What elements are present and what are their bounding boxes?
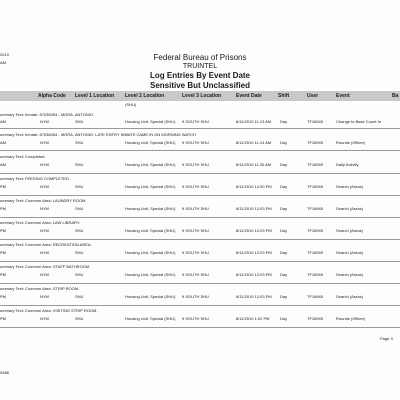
row-user: TF18945 <box>307 294 324 299</box>
row-alpha-code: NYM <box>40 119 49 124</box>
row-user: TF18945 <box>307 228 324 233</box>
column-header-bar <box>0 91 400 101</box>
row-event: Rounds (Officer) <box>336 140 366 145</box>
row-level2: Housing Unit, Special (SHU) <box>125 162 176 167</box>
row-level3: 9 SOUTH SHU <box>182 272 209 277</box>
row-shift: Day <box>280 272 288 277</box>
col-level3: Level 3 Location <box>182 93 222 99</box>
page-number: Page 3 <box>380 336 393 341</box>
row-level2: Housing Unit, Special (SHU) <box>125 206 176 211</box>
row-alpha-code: NYM <box>40 206 49 211</box>
row-event-date: 8/11/2019 12:03 PM <box>236 228 272 233</box>
summary-text: ummary Text: Common Area: LAW LIBRARY. <box>0 220 81 225</box>
row-time: AM <box>0 119 6 124</box>
row-level1: SHU <box>75 294 84 299</box>
row-event: Search (Areas) <box>336 250 363 255</box>
row-level3: 9 SOUTH SHU <box>182 316 209 321</box>
col-ba: Ba <box>392 93 399 99</box>
row-user: TF18945 <box>307 140 324 145</box>
row-level2: Housing Unit, Special (SHU) <box>125 272 176 277</box>
row-level1: SHU <box>75 272 84 277</box>
row-user: TF18945 <box>307 206 324 211</box>
row-event: Search (Areas) <box>336 206 363 211</box>
row-time: PM <box>0 316 6 321</box>
summary-text: ummary Text: Common Area: VISITING STRIP ROOM. <box>0 308 98 313</box>
summary-text: ummary Text: Inmate: 87036054 - MORA, ANTONIO. LATE ENTRY INMATE CAME IN ON MORNING WATCH <box>0 132 197 137</box>
row-time: PM <box>0 294 6 299</box>
corner-time: AM <box>0 60 6 65</box>
row-level1: SHU <box>75 119 84 124</box>
row-divider <box>0 239 400 240</box>
col-shift: Shift <box>278 93 290 99</box>
row-time: AM <box>0 140 6 145</box>
row-alpha-code: NYM <box>40 140 49 145</box>
system-name: TRUINTEL <box>182 63 218 70</box>
row-level3: 9 SOUTH SHU <box>182 184 209 189</box>
row-shift: Day <box>280 316 288 321</box>
row-user: TF18945 <box>307 119 324 124</box>
corner-date: 2019 <box>0 52 9 57</box>
row-shift: Day <box>280 206 288 211</box>
row-time: PM <box>0 272 6 277</box>
row-event-date: 8/11/2019 12:03 PM <box>236 294 272 299</box>
row-alpha-code: NYM <box>40 162 49 167</box>
row-divider <box>0 150 400 151</box>
row-divider <box>0 173 400 174</box>
row-level2: Housing Unit, Special (SHU) <box>125 184 176 189</box>
row-shift: Day <box>280 184 288 189</box>
row-divider <box>0 128 400 129</box>
agency-title: Federal Bureau of Prisons <box>153 53 247 62</box>
row-divider <box>0 305 400 306</box>
col-event: Event <box>336 93 350 99</box>
row-alpha-code: NYM <box>40 316 49 321</box>
row-level3: 9 SOUTH SHU <box>182 206 209 211</box>
col-level2: Level 2 Location <box>125 93 165 99</box>
row-shift: Day <box>280 250 288 255</box>
row-level2: Housing Unit, Special (SHU) <box>125 250 176 255</box>
row-level1: SHU <box>75 162 84 167</box>
report-subtitle: Log Entries By Event Date <box>149 71 251 80</box>
row-user: TF18945 <box>307 184 324 189</box>
row-divider <box>0 217 400 218</box>
row-time: PM <box>0 250 6 255</box>
row-event: Change to Base Count In <box>336 119 381 124</box>
row-level3: 9 SOUTH SHU <box>182 228 209 233</box>
row-event: Rounds (Officer) <box>336 316 366 321</box>
row-divider <box>0 195 400 196</box>
summary-text: ummary Text: Common Area: STAFF BATHROOM. <box>0 264 91 269</box>
classification-label: Sensitive But Unclassified <box>149 81 251 90</box>
row-user: TF18945 <box>307 250 324 255</box>
row-shift: Day <box>280 119 288 124</box>
row-event-date: 8/11/2019 11:26 AM <box>236 162 272 167</box>
row-event: Search (Areas) <box>336 184 363 189</box>
row-event-date: 8/11/2019 12:03 PM <box>236 206 272 211</box>
row-level2: Housing Unit, Special (SHU) <box>125 228 176 233</box>
col-event-date: Event Date <box>236 93 262 99</box>
row-event: Search (Areas) <box>336 228 363 233</box>
col-level1: Level 1 Location <box>75 93 115 99</box>
row-level2: Housing Unit, Special (SHU) <box>125 140 176 145</box>
row-shift: Day <box>280 294 288 299</box>
row-level1: SHU <box>75 184 84 189</box>
row-shift: Day <box>280 162 288 167</box>
row-event: Search (Areas) <box>336 294 363 299</box>
summary-text: ummary Text: Common Area: LAUNDRY ROOM. <box>0 198 87 203</box>
row-event-date: 8/11/2019 12:03 PM <box>236 250 272 255</box>
summary-text: ummary Text: Common Area: RECREATION AREA. <box>0 242 92 247</box>
row-alpha-code: NYM <box>40 272 49 277</box>
row-level3: 9 SOUTH SHU <box>182 294 209 299</box>
row-event-date: 8/11/2019 11:13 AM <box>236 119 272 124</box>
row-level1: SHU <box>75 140 84 145</box>
row-time: PM <box>0 184 6 189</box>
row-divider <box>0 261 400 262</box>
row-level1: SHU <box>75 250 84 255</box>
continued-fragment: (SHU) <box>125 102 137 107</box>
row-event-date: 8/11/2019 1:02 PM <box>236 316 270 321</box>
row-user: TF18945 <box>307 162 324 167</box>
col-alpha-code: Alpha Code <box>38 93 66 99</box>
row-time: PM <box>0 206 6 211</box>
row-event: Daily Activity <box>336 162 359 167</box>
row-event-date: 8/11/2019 11:14 AM <box>236 140 272 145</box>
row-level3: 9 SOUTH SHU <box>182 119 209 124</box>
row-alpha-code: NYM <box>40 228 49 233</box>
row-event-date: 8/11/2019 12:00 PM <box>236 184 272 189</box>
row-level2: Housing Unit, Special (SHU) <box>125 119 176 124</box>
summary-text: ummary Text: Inmate: 87036054 - MORA, ANTONIO. <box>0 112 95 117</box>
row-divider <box>0 283 400 284</box>
summary-text: ummary Text: FEEDING COMPLETED <box>0 176 69 181</box>
row-alpha-code: NYM <box>40 184 49 189</box>
row-time: AM <box>0 162 6 167</box>
summary-text: ummary Text: Completed. <box>0 154 46 159</box>
row-alpha-code: NYM <box>40 294 49 299</box>
row-level1: SHU <box>75 206 84 211</box>
row-event-date: 8/11/2019 12:03 PM <box>236 272 272 277</box>
row-shift: Day <box>280 228 288 233</box>
row-time: PM <box>0 228 6 233</box>
row-alpha-code: NYM <box>40 250 49 255</box>
row-divider <box>0 327 400 328</box>
row-level3: 9 SOUTH SHU <box>182 250 209 255</box>
row-shift: Day <box>280 140 288 145</box>
footer-code: 0488 <box>0 370 9 375</box>
summary-text: ummary Text: Common Area: STRIP ROOM. <box>0 286 80 291</box>
row-level2: Housing Unit, Special (SHU) <box>125 316 176 321</box>
row-level3: 9 SOUTH SHU <box>182 162 209 167</box>
row-user: TF18945 <box>307 316 324 321</box>
row-level2: Housing Unit, Special (SHU) <box>125 294 176 299</box>
row-level3: 9 SOUTH SHU <box>182 140 209 145</box>
row-user: TF18945 <box>307 272 324 277</box>
col-user: User <box>307 93 319 99</box>
row-level1: SHU <box>75 228 84 233</box>
row-event: Search (Areas) <box>336 272 363 277</box>
row-level1: SHU <box>75 316 84 321</box>
